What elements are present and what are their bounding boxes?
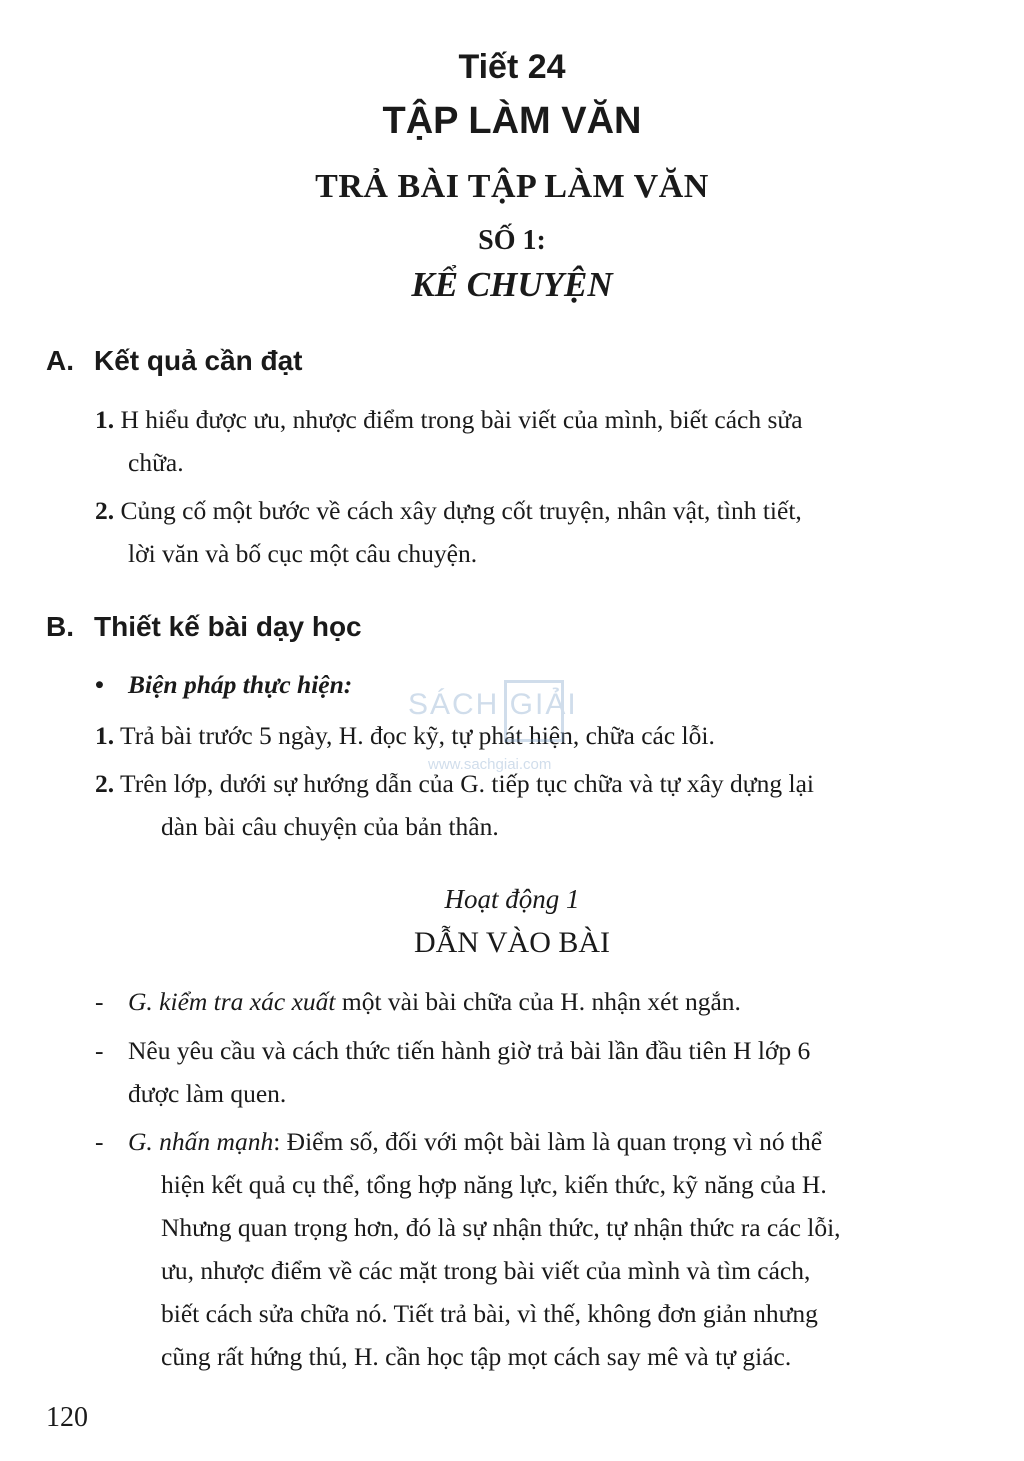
activity-item-2	[95, 1029, 968, 1115]
item-emphasis: G. kiểm tra xác xuất	[128, 987, 336, 1016]
item-text-line: ưu, nhược điểm về các mặt trong bài viết của mình và tìm cách,	[161, 1256, 811, 1285]
section-b-title: Thiết kế bài dạy học	[94, 611, 362, 642]
item-text-continued: lời văn và bố cục một câu chuyện.	[128, 539, 478, 568]
item-text-line: hiện kết quả cụ thể, tổng hợp năng lực, kiến thức, kỹ năng của H.	[161, 1170, 827, 1199]
dash-marker: -	[95, 1036, 104, 1065]
item-text: Nêu yêu cầu và cách thức tiến hành giờ trả bài lần đầu tiên H lớp 6	[128, 1036, 811, 1065]
section-a-title: Kết quả cần đạt	[94, 345, 303, 376]
item-emphasis: G. nhấn mạnh	[128, 1127, 274, 1156]
item-text: Trên lớp, dưới sự hướng dẫn của G. tiếp tục chữa và tự xây dựng lại	[114, 769, 814, 798]
item-text: Củng cố một bước về cách xây dựng cốt truyện, nhân vật, tình tiết,	[114, 496, 802, 525]
watermark-brand: SÁCH GIẢI	[408, 688, 578, 721]
dash-marker: -	[95, 987, 104, 1016]
lesson-title-number: SỐ 1:	[478, 225, 546, 256]
watermark-url: www.sachgiai.com	[428, 756, 552, 773]
section-b-heading	[46, 611, 362, 643]
item-number: 1.	[95, 721, 115, 750]
lesson-number: Tiết 24	[458, 48, 566, 86]
activity-title: DẪN VÀO BÀI	[413, 926, 611, 959]
dash-marker: -	[95, 1127, 104, 1156]
section-a-item-1	[95, 398, 968, 484]
page-number: 120	[46, 1402, 88, 1433]
activity-label: Hoạt động 1	[444, 884, 580, 914]
section-a-item-2	[95, 489, 968, 575]
item-number: 2.	[95, 769, 115, 798]
item-text-continued: chữa.	[128, 448, 184, 477]
bullet-text: Biện pháp thực hiện:	[128, 670, 353, 699]
item-text-line: Nhưng quan trọng hơn, đó là sự nhận thức, tự nhận thức ra các lỗi,	[161, 1213, 841, 1242]
bullet-icon: •	[95, 670, 104, 699]
lesson-subject: TẬP LÀM VĂN	[382, 100, 642, 142]
item-text-continued: được làm quen.	[128, 1079, 287, 1108]
activity-item-3	[95, 1120, 968, 1378]
item-text: Trả bài trước 5 ngày, H. đọc kỹ, tự phát hiện, chữa các lỗi.	[114, 721, 715, 750]
activity-item-1	[95, 980, 968, 1023]
item-text-line: cũng rất hứng thú, H. cần học tập mọt cách say mê và tự giác.	[161, 1342, 792, 1371]
item-text-continued: dàn bài câu chuyện của bản thân.	[161, 812, 499, 841]
item-text: một vài bài chữa của H. nhận xét ngắn.	[335, 987, 741, 1016]
item-text-line: biết cách sửa chữa nó. Tiết trả bài, vì thế, không đơn giản nhưng	[161, 1299, 818, 1328]
item-number: 2.	[95, 496, 115, 525]
lesson-title-topic: KỂ CHUYỆN	[411, 265, 613, 304]
watermark-logo	[408, 680, 628, 780]
lesson-title: TRẢ BÀI TẬP LÀM VĂN	[315, 168, 709, 205]
section-a-heading	[46, 345, 302, 377]
section-b-label: B.	[46, 611, 74, 642]
section-a-label: A.	[46, 345, 74, 376]
item-number: 1.	[95, 405, 115, 434]
section-b-bullet	[95, 670, 352, 700]
item-text: H hiểu được ưu, nhược điểm trong bài viết của mình, biết cách sửa	[114, 405, 803, 434]
item-text: : Điểm số, đối với một bài làm là quan trọng vì nó thể	[273, 1127, 823, 1156]
